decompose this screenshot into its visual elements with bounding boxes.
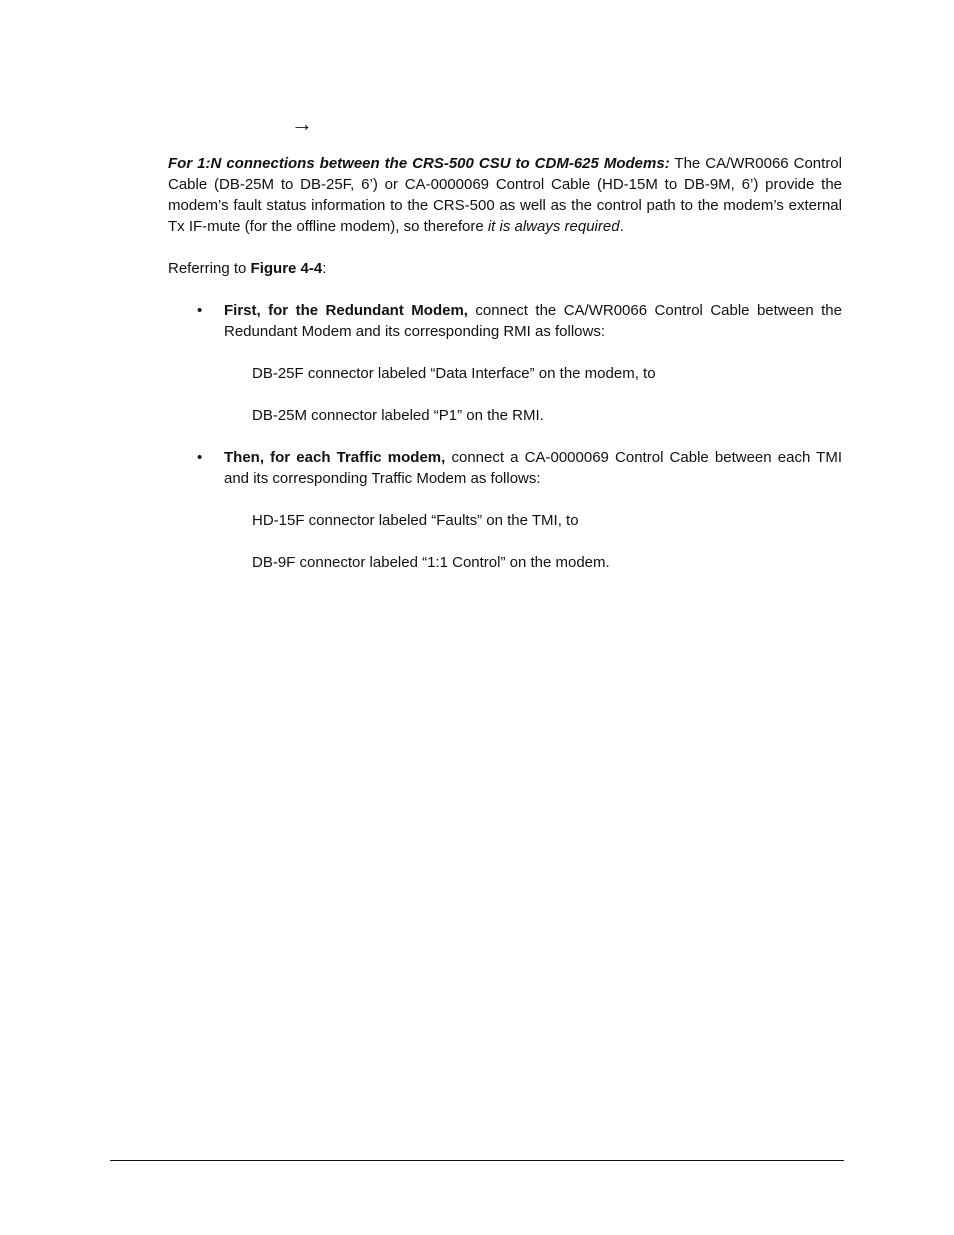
right-arrow-icon: → — [291, 111, 313, 136]
connector-line: DB-9F connector labeled “1:1 Control” on the modem. — [252, 554, 610, 571]
connector-line: DB-25F connector labeled “Data Interface” on the modem, to — [252, 365, 656, 382]
bullet-text — [224, 447, 842, 489]
bullet-redundant-modem — [168, 300, 842, 426]
bullet-body: connect the CA/WR0066 Control Cable between the Redundant Modem and its corresponding RMI as follows: — [224, 302, 842, 340]
document-body — [168, 153, 842, 594]
bullet-icon: • — [197, 449, 203, 466]
referring-suffix: : — [322, 260, 327, 277]
bullet-icon: • — [197, 302, 203, 319]
intro-body: The CA/WR0066 Control Cable (DB-25M to DB-25F, 6’) or CA-0000069 Control Cable (HD-15M to DB-9M, 6’) provide the modem’s fault status information to the CRS-500 as well as the control path to the modem’s external Tx IF-mute (for the offline modem), so therefore — [168, 155, 842, 235]
referring-paragraph — [168, 258, 842, 279]
bullet-text — [224, 300, 842, 342]
connector-line: DB-25M connector labeled “P1” on the RMI. — [252, 407, 544, 424]
bullet-lead: First, for the Redundant Modem, — [224, 302, 468, 319]
bullet-lead: Then, for each Traffic modem, — [224, 449, 446, 466]
intro-emphasis: it is always required — [487, 218, 620, 235]
connector-line: HD-15F connector labeled “Faults” on the TMI, to — [252, 512, 579, 529]
intro-lead: For 1:N connections between the CRS-500 CSU to CDM-625 Modems: — [168, 155, 670, 172]
intro-paragraph — [168, 153, 842, 237]
footer-divider — [110, 1160, 844, 1161]
bullet-traffic-modem — [168, 447, 842, 573]
figure-reference: Figure 4-4 — [250, 260, 323, 277]
intro-end: . — [619, 218, 624, 235]
referring-prefix: Referring to — [168, 260, 251, 277]
bullet-body: connect a CA-0000069 Control Cable between each TMI and its corresponding Traffic Modem as follows: — [224, 449, 842, 487]
